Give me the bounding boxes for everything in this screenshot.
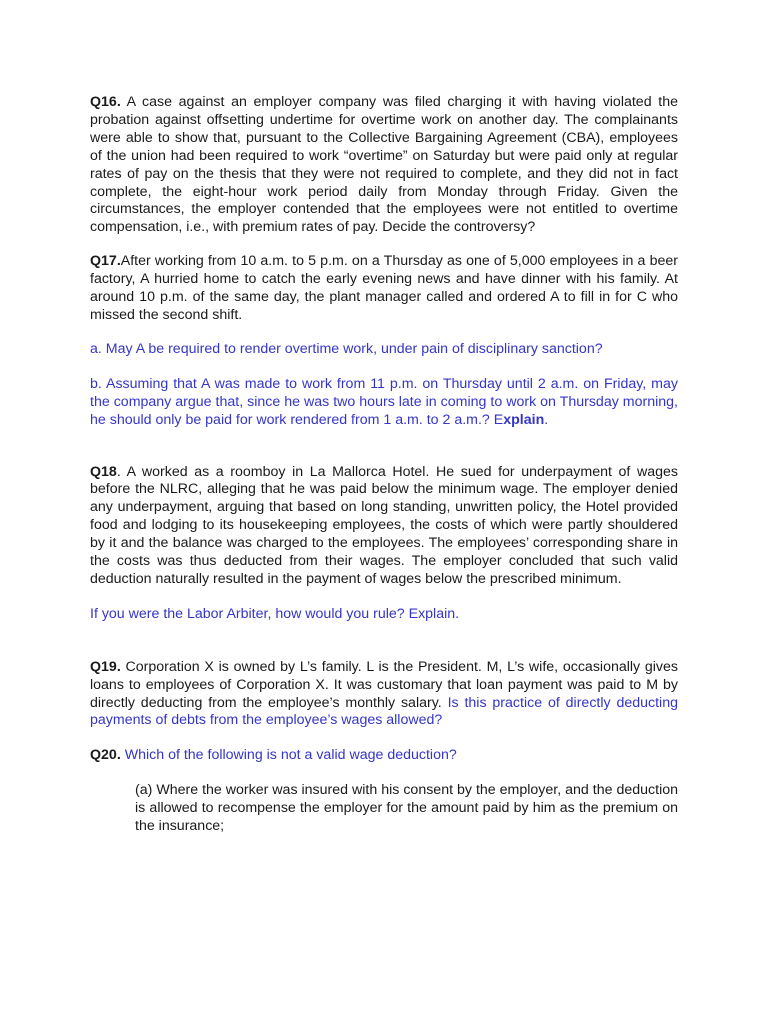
question-text: After working from 10 a.m. to 5 p.m. on a Thursday as one of 5,000 employees in a beer factory, A hurried home to catch the early evening news and have dinner with his family. At around 10 p.m. of the same day, the plant manager called and ordered A to fill in for C who missed the second shift. xyxy=(90,253,678,323)
question-q20 xyxy=(90,747,678,765)
explain-first-letter: E xyxy=(493,411,504,428)
question-text: A case against an employer company was filed charging it with having violated the probation against offsetting undertime for overtime work on another day. The complainants were able to show that, pursuant to the Collective Bargaining Agreement (CBA), employees of the union had been required to work “overtime” on Saturday but were paid only at regular rates of pay on the thesis that they were not required to complete, and they did not in fact complete, the eight-hour work period daily from Monday through Friday. Given the circumstances, the employer contended that the employees were not entitled to overtime compensation, i.e., with premium rates of pay. Decide the controversy? xyxy=(90,94,678,236)
question-number: Q18 xyxy=(90,463,117,480)
question-q17 xyxy=(90,253,678,325)
question-number: Q16. xyxy=(90,94,121,110)
question-q18-prompt: If you were the Labor Arbiter, how would you rule? Explain. xyxy=(90,605,460,622)
question-number: Q20. xyxy=(90,747,121,764)
question-q19 xyxy=(90,659,678,731)
explain-period: . xyxy=(544,411,549,428)
question-prompt: Which of the following is not a valid wage deduction? xyxy=(120,747,457,764)
question-number: Q19. xyxy=(90,658,121,675)
question-number: Q17. xyxy=(90,253,121,270)
question-text: b. Assuming that A was made to work from 11 p.m. on Thursday until 2 a.m. on Friday, may the company argue that, since he was two hours late in coming to work on Thursday morning, he should only be paid for work rendered from 1 a.m. to 2 a.m.? xyxy=(90,375,678,428)
question-text: Corporation X is owned by L’s family. L is the President. M, L’s wife, occasionally gives loans to employees of Corporation X. It was customary that loan payment was paid to M by directly deducting from the employee’s monthly salary. xyxy=(90,658,678,711)
question-text: . A worked as a roomboy in La Mallorca Hotel. He sued for underpayment of wages before the NLRC, alleging that he was paid below the minimum wage. The employer denied any underpayment, arguing that based on long standing, unwritten policy, the Hotel provided food and lodging to its housekeeping employees, the costs of which were partly shouldered by it and the balance was charged to the employees. The employees’ corresponding share in the costs was thus deducted from their wages. The employer concluded that such valid deduction naturally resulted in the payment of wages below the prescribed minimum. xyxy=(90,463,678,587)
question-q17-sub-b xyxy=(90,376,678,430)
document-page xyxy=(90,94,678,836)
question-prompt: Is this practice of directly deducting payments of debts from the employee’s wages allowed? xyxy=(90,694,678,729)
explain-word: xplain xyxy=(503,411,545,428)
question-q20-option-a: (a) Where the worker was insured with his consent by the employer, and the deduction is allowed to recompense the employer for the amount paid by him as the premium on the insurance; xyxy=(135,782,678,835)
question-q16 xyxy=(90,94,678,237)
question-q18 xyxy=(90,464,678,589)
question-q17-sub-a: a. May A be required to render overtime work, under pain of disciplinary sanction? xyxy=(90,340,603,357)
